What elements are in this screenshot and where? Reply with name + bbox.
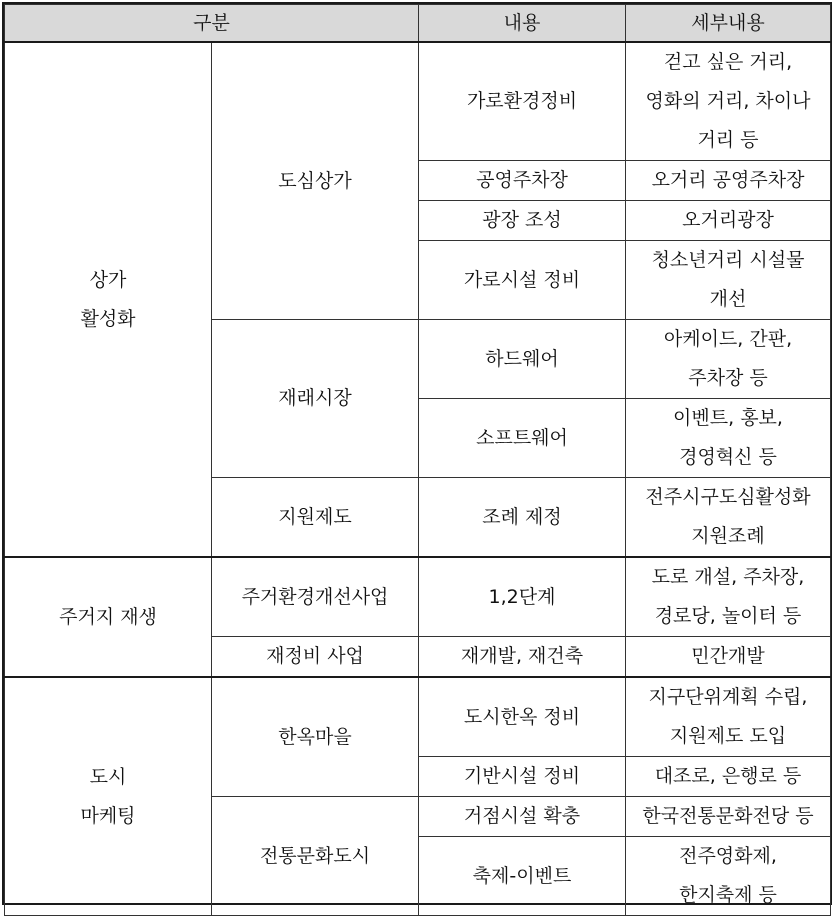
detail-cell: 전주시구도심활성화 지원조례 xyxy=(626,478,831,558)
content-cell: 도시한옥 정비 xyxy=(419,677,626,757)
content-cell: 1,2단계 xyxy=(419,557,626,637)
content-cell: 거점시설 확충 xyxy=(419,797,626,837)
section-marketing: 도시 마케팅 xyxy=(5,677,212,916)
detail-cell: 아케이드, 간판, 주차장 등 xyxy=(626,320,831,399)
subsection-culture: 전통문화도시 xyxy=(212,797,419,916)
subsection-support: 지원제도 xyxy=(212,478,419,558)
detail-cell: 걷고 싶은 거리, 영화의 거리, 차이나 거리 등 xyxy=(626,42,831,161)
detail-cell: 전주영화제, 한지축제 등 xyxy=(626,837,831,916)
detail-cell: 민간개발 xyxy=(626,637,831,678)
detail-cell: 한국전통문화전당 등 xyxy=(626,797,831,837)
table-header-row xyxy=(5,5,831,43)
section-commerce: 상가 활성화 xyxy=(5,42,212,557)
content-cell: 가로시설 정비 xyxy=(419,241,626,320)
content-cell: 광장 조성 xyxy=(419,201,626,241)
subsection-downtown: 도심상가 xyxy=(212,42,419,320)
table-row xyxy=(5,42,831,161)
urban-regeneration-table xyxy=(4,4,831,916)
content-cell: 가로환경정비 xyxy=(419,42,626,161)
header-category: 구분 xyxy=(5,5,419,43)
content-cell: 재개발, 재건축 xyxy=(419,637,626,678)
subsection-redevelopment: 재정비 사업 xyxy=(212,637,419,678)
detail-cell: 도로 개설, 주차장, 경로당, 놀이터 등 xyxy=(626,557,831,637)
detail-cell: 대조로, 은행로 등 xyxy=(626,757,831,797)
subsection-hanok: 한옥마을 xyxy=(212,677,419,797)
header-content: 내용 xyxy=(419,5,626,43)
project-table-frame xyxy=(2,2,832,905)
header-detail: 세부내용 xyxy=(626,5,831,43)
section-residential: 주거지 재생 xyxy=(5,557,212,677)
subsection-improvement: 주거환경개선사업 xyxy=(212,557,419,637)
content-cell: 기반시설 정비 xyxy=(419,757,626,797)
detail-cell: 청소년거리 시설물 개선 xyxy=(626,241,831,320)
content-cell: 축제-이벤트 xyxy=(419,837,626,916)
detail-cell: 지구단위계획 수립, 지원제도 도입 xyxy=(626,677,831,757)
content-cell: 공영주차장 xyxy=(419,161,626,201)
detail-cell: 이벤트, 홍보, 경영혁신 등 xyxy=(626,399,831,478)
content-cell: 소프트웨어 xyxy=(419,399,626,478)
content-cell: 조례 제정 xyxy=(419,478,626,558)
subsection-market: 재래시장 xyxy=(212,320,419,478)
table-row xyxy=(5,557,831,637)
detail-cell: 오거리 공영주차장 xyxy=(626,161,831,201)
detail-cell: 오거리광장 xyxy=(626,201,831,241)
content-cell: 하드웨어 xyxy=(419,320,626,399)
table-row xyxy=(5,677,831,757)
